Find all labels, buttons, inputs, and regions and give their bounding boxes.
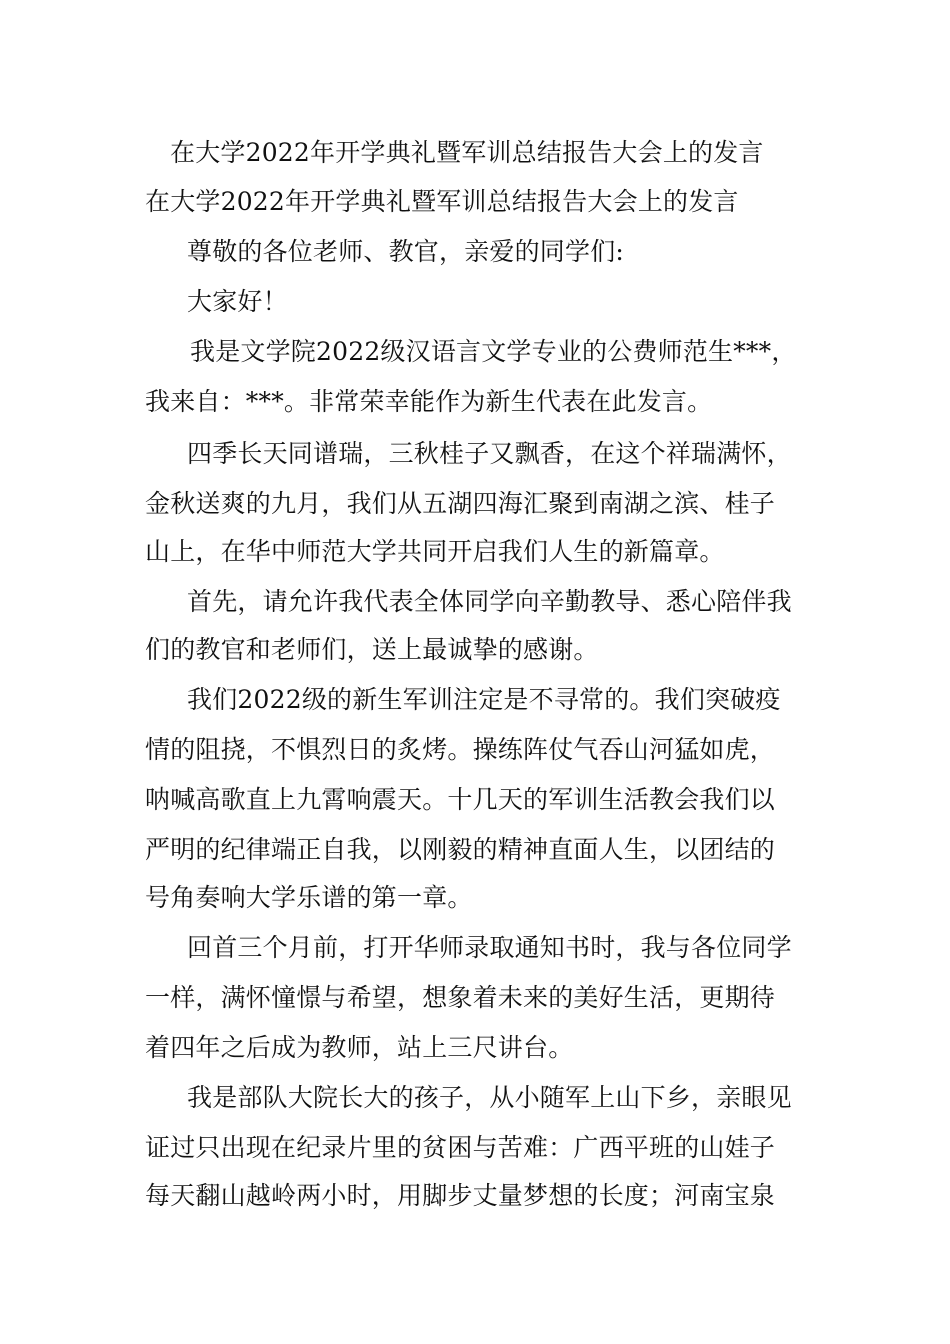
paragraph-line: 我们2022级的新生军训注定是不寻常的。我们突破疫 <box>187 685 781 714</box>
paragraph-line: 们的教官和老师们，送上最诚挚的感谢。 <box>145 635 599 664</box>
paragraph-line: 着四年之后成为教师，站上三尺讲台。 <box>145 1033 574 1062</box>
paragraph-line: 金秋送爽的九月，我们从五湖四海汇聚到南湖之滨、桂子 <box>145 489 776 518</box>
paragraph-line: 证过只出现在纪录片里的贫困与苦难：广西平班的山娃子 <box>145 1133 776 1162</box>
document-title-repeat: 在大学2022年开学典礼暨军训总结报告大会上的发言 <box>145 187 739 216</box>
paragraph-line: 我是部队大院长大的孩子，从小随军上山下乡，亲眼见 <box>187 1083 792 1112</box>
paragraph-line: 呐喊高歌直上九霄响震天。十几天的军训生活教会我们以 <box>145 785 776 814</box>
greeting: 大家好！ <box>187 287 288 316</box>
paragraph-line: 回首三个月前，打开华师录取通知书时，我与各位同学 <box>187 933 792 962</box>
paragraph-line: 严明的纪律端正自我，以刚毅的精神直面人生，以团结的 <box>145 835 776 864</box>
paragraph-line: 一样，满怀憧憬与希望，想象着未来的美好生活，更期待 <box>145 983 776 1012</box>
paragraph-line: 我是文学院2022级汉语言文学专业的公费师范生***， <box>190 337 797 366</box>
paragraph-line: 四季长天同谱瑞，三秋桂子又飘香，在这个祥瑞满怀， <box>187 439 792 468</box>
paragraph-line: 山上，在华中师范大学共同开启我们人生的新篇章。 <box>145 537 725 566</box>
paragraph-line: 首先，请允许我代表全体同学向辛勤教导、悉心陪伴我 <box>187 587 792 616</box>
paragraph-line: 情的阻挠，不惧烈日的炙烤。操练阵仗气吞山河猛如虎， <box>145 735 776 764</box>
document-title: 在大学2022年开学典礼暨军训总结报告大会上的发言 <box>170 138 764 167</box>
paragraph-line: 每天翻山越岭两小时，用脚步丈量梦想的长度；河南宝泉 <box>145 1181 776 1210</box>
paragraph-line: 号角奏响大学乐谱的第一章。 <box>145 883 473 912</box>
paragraph-line: 我来自：***。非常荣幸能作为新生代表在此发言。 <box>145 387 713 416</box>
salutation: 尊敬的各位老师、教官，亲爱的同学们: <box>187 237 625 266</box>
